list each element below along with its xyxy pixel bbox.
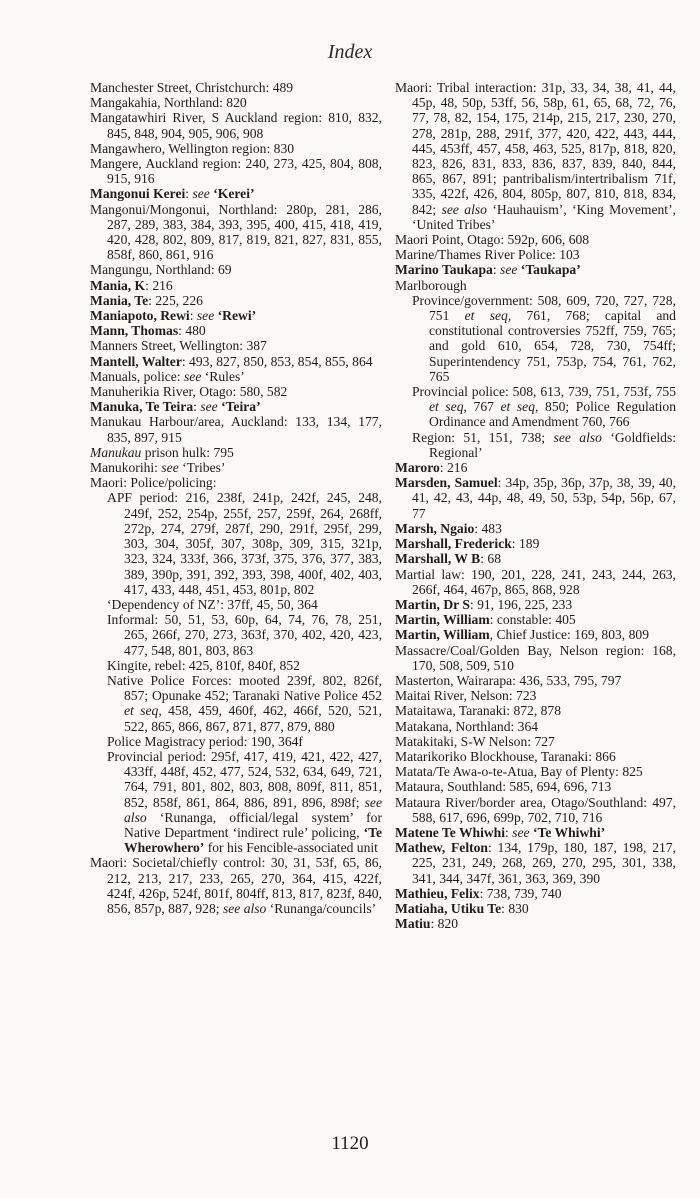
entry-heading: Mathieu, Felix <box>395 885 480 901</box>
index-entry: Police Magistracy period: 190, 364f <box>107 733 303 749</box>
index-entry: Matarikoriko Blockhouse, Taranaki: 866 <box>395 748 616 764</box>
see-target: ‘Kerei’ <box>213 186 255 202</box>
index-column-right <box>395 80 676 931</box>
see-also-reference: et seq <box>124 703 159 719</box>
index-entry: APF period: 216, 238f, 241p, 242f, 245, 248, 249f, 252, 254p, 255f, 257, 259f, 264, 268ff, 272p, 274, 279f, 287f, 290, 291f, 295f, 299, 303, 304, 305f, 307, 308p, 309, 315, 321p, 323, 324, 333f, 366, 373f, 375, 376, 377, 383, 389, 390p, 391, 392, 393, 398, 400f, 402, 403, 417, 433, 448, 451, 453, 801p, 802 <box>107 490 382 597</box>
index-entry: Mangonui Kerei: see ‘Kerei’ <box>90 186 255 202</box>
see-also-reference: et seq <box>500 399 536 415</box>
index-entry: Manuals, police: see ‘Rules’ <box>90 368 245 384</box>
see-also-reference: see also <box>441 201 487 217</box>
index-entry: Matiaha, Utiku Te: 830 <box>395 900 529 916</box>
index-entry: Marlborough <box>395 277 467 293</box>
see-target: ‘Te Whiwhi’ <box>532 824 606 840</box>
index-entry: Matene Te Whiwhi: see ‘Te Whiwhi’ <box>395 824 606 840</box>
index-entry: Mangere, Auckland region: 240, 273, 425, 804, 808, 915, 916 <box>90 156 382 187</box>
see-also-reference: see also <box>124 794 382 825</box>
index-entry: Matakitaki, S-W Nelson: 727 <box>395 733 555 749</box>
entry-heading: Maroro <box>395 460 440 476</box>
index-entry: Mataitawa, Taranaki: 872, 878 <box>395 703 562 719</box>
page-header: Index <box>327 41 373 63</box>
entry-heading: Mania, Te <box>90 292 149 308</box>
see-reference: see <box>512 824 530 840</box>
index-entry: Marshall, Frederick: 189 <box>395 536 540 552</box>
index-entry: Kingite, rebel: 425, 810f, 840f, 852 <box>107 657 300 673</box>
entry-heading: Martin, William <box>395 612 490 628</box>
index-entry: Manukau Harbour/area, Auckland: 133, 134, 177, 835, 897, 915 <box>90 414 382 445</box>
index-entry: Massacre/Coal/Golden Bay, Nelson region: 168, 170, 508, 509, 510 <box>395 642 676 673</box>
index-entry: Martin, Dr S: 91, 196, 225, 233 <box>395 596 573 612</box>
index-entry: Manukau prison hulk: 795 <box>90 444 234 460</box>
entry-heading: Mann, Thomas <box>90 323 179 339</box>
see-target: ‘Rewi’ <box>217 308 257 324</box>
see-target: ‘Teira’ <box>221 399 261 415</box>
entry-heading: Marino Taukapa <box>395 262 493 278</box>
index-entry: Martin, William: constable: 405 <box>395 612 576 628</box>
index-entry: Matata/Te Awa-o-te-Atua, Bay of Plenty: 825 <box>395 764 643 780</box>
index-entry: Maori: Tribal interaction: 31p, 33, 34, 38, 41, 44, 45p, 48, 50p, 53ff, 56, 58p, 61, 65, 68, 72, 76, 77, 78, 82, 154, 175, 214p, 215, 217, 230, 270, 278, 281p, 288, 291f, 377, 420, 422, 443, 444, 445, 453ff, 457, 458, 463, 525, 817p, 818, 820, 823, 826, 831, 833, 836, 837, 839, 840, 844, 865, 867, 891; pantribalism/intertribalism 71f, 335, 422f, 426, 804, 805p, 807, 810, 818, 834, 842; see also ‘Hauhauism’, ‘King Movement’, ‘United Tribes’ <box>395 80 677 232</box>
index-entry: Native Police Forces: mooted 239f, 802, 826f, 857; Opunake 452; Taranaki Native Police 452 et seq, 458, 459, 460f, 462, 466f, 520, 521, 522, 865, 866, 867, 871, 877, 879, 880 <box>107 672 382 734</box>
index-entry: Provincial period: 295f, 417, 419, 421, 422, 427, 433ff, 448f, 452, 477, 524, 532, 634, 649, 721, 764, 791, 801, 802, 803, 808, 809f, 811, 851, 852, 858f, 861, 864, 886, 891, 896, 898f; see also ‘Runanga, official/legal system’ for Native Department ‘indirect rule’ policing, ‘Te Wherowhero’ for his Fencible-associated unit <box>107 748 383 856</box>
entry-heading: Matene Te Whiwhi <box>395 824 506 840</box>
index-entry: Maniapoto, Rewi: see ‘Rewi’ <box>90 308 257 324</box>
entry-heading: Martin, William <box>395 627 490 643</box>
entry-heading: Marsh, Ngaio <box>395 520 475 536</box>
index-entry: Marine/Thames River Police: 103 <box>395 247 580 263</box>
index-entry: Informal: 50, 51, 53, 60p, 64, 74, 76, 78, 251, 265, 266f, 270, 273, 363f, 370, 402, 420, 423, 477, 548, 801, 803, 863 <box>107 612 382 658</box>
index-entry: Matakana, Northland: 364 <box>395 718 539 734</box>
see-reference: see <box>196 308 215 324</box>
see-reference: see <box>192 186 210 202</box>
see-reference: see <box>184 368 202 384</box>
entry-heading: Marshall, W B <box>395 551 481 567</box>
index-entry: Provincial police: 508, 613, 739, 751, 753f, 755 et seq, 767 et seq, 850; Police Regulation Ordinance and Amendment 760, 766 <box>412 384 676 430</box>
see-reference: see <box>500 262 518 278</box>
index-entry: Mania, Te: 225, 226 <box>90 292 203 308</box>
index-entry: Mangonui/Mongonui, Northland: 280p, 281, 286, 287, 289, 383, 384, 393, 395, 400, 415, 418, 419, 420, 428, 802, 809, 817, 819, 821, 827, 831, 855, 858f, 860, 861, 916 <box>90 201 382 263</box>
entry-heading: Matiu <box>395 916 431 932</box>
index-entry: Mania, K: 216 <box>90 277 173 293</box>
see-also-reference: et seq <box>464 308 508 324</box>
entry-heading: Martin, Dr S <box>395 596 470 612</box>
index-entry: Mataura River/border area, Otago/Southland: 497, 588, 617, 696, 699p, 702, 710, 716 <box>395 794 676 825</box>
entry-heading-italic: Manukau <box>90 444 142 460</box>
index-entry: Marsden, Samuel: 34p, 35p, 36p, 37p, 38, 39, 40, 41, 42, 43, 44p, 48, 49, 50, 53p, 54p, 56p, 67, 77 <box>395 475 676 521</box>
entry-heading: Marshall, Frederick <box>395 536 512 552</box>
index-entry: Masterton, Wairarapa: 436, 533, 795, 797 <box>395 672 622 688</box>
entry-heading: Mantell, Walter <box>90 353 182 369</box>
index-entry: Manners Street, Wellington: 387 <box>90 338 267 354</box>
entry-heading: Manuka, Te Teira <box>90 399 194 415</box>
index-entry: Region: 51, 151, 738; see also ‘Goldfields: Regional’ <box>412 429 677 460</box>
index-column-left <box>90 80 382 916</box>
index-entry: Manchester Street, Christchurch: 489 <box>90 80 294 95</box>
see-also-reference: see also <box>222 900 267 916</box>
index-entry: Mangakahia, Northland: 820 <box>90 95 247 111</box>
see-reference: see <box>200 399 218 415</box>
index-entry: Mangungu, Northland: 69 <box>90 262 232 278</box>
see-also-reference: et seq <box>429 399 464 415</box>
index-entry: Maroro: 216 <box>395 460 468 476</box>
see-also-reference: see also <box>553 429 602 445</box>
index-entry: Mangawhero, Wellington region: 830 <box>90 140 295 156</box>
index-entry: Martin, William, Chief Justice: 169, 803, 809 <box>395 627 649 643</box>
index-entry: Mantell, Walter: 493, 827, 850, 853, 854, 855, 864 <box>90 353 373 369</box>
index-entry: Manuherikia River, Otago: 580, 582 <box>90 384 288 400</box>
see-reference: see <box>161 460 179 476</box>
index-entry: Manukorihi: see ‘Tribes’ <box>90 460 226 476</box>
index-entry: Mataura, Southland: 585, 694, 696, 713 <box>395 779 612 795</box>
entry-heading: Maniapoto, Rewi <box>90 308 190 324</box>
entry-heading: Mathew, Felton <box>395 840 488 856</box>
index-entry: Mathew, Felton: 134, 179p, 180, 187, 198, 217, 225, 231, 249, 268, 269, 270, 295, 301, 338, 341, 344, 347f, 361, 363, 369, 390 <box>395 840 677 886</box>
index-entry: Maitai River, Nelson: 723 <box>395 688 537 704</box>
entry-heading: Mania, K <box>90 277 146 293</box>
see-target: ‘Taukapa’ <box>520 262 581 278</box>
index-entry: ‘Dependency of NZ’: 37ff, 45, 50, 364 <box>107 596 318 612</box>
entry-heading: Mangonui Kerei <box>90 186 186 202</box>
index-entry: Maori Point, Otago: 592p, 606, 608 <box>395 232 590 248</box>
entry-heading: Matiaha, Utiku Te <box>395 900 502 916</box>
index-entry: Maori: Societal/chiefly control: 30, 31, 53f, 65, 86, 212, 213, 217, 233, 265, 270, 364, 415, 422f, 424f, 426p, 524f, 801f, 804ff, 813, 817, 823f, 840, 856, 857p, 887, 928; see also ‘Runanga/councils’ <box>90 855 383 916</box>
index-entry: Mann, Thomas: 480 <box>90 323 206 339</box>
index-entry: Marshall, W B: 68 <box>395 551 502 567</box>
index-entry: Province/government: 508, 609, 720, 727, 728, 751 et seq, 761, 768; capital and constitutional controversies 752ff, 759, 765; and gold 610, 654, 728, 730, 754ff; Superintendency 751, 753p, 754, 761, 762, 765 <box>412 292 676 384</box>
entry-heading: Marsden, Samuel <box>395 475 498 491</box>
index-entry: Mathieu, Felix: 738, 739, 740 <box>395 885 562 901</box>
see-target: ‘Te Wherowhero’ <box>124 824 383 856</box>
index-entry: Manuka, Te Teira: see ‘Teira’ <box>90 399 261 415</box>
index-entry: Matiu: 820 <box>395 916 459 932</box>
page-number: 1120 <box>331 1133 369 1154</box>
index-entry: Marino Taukapa: see ‘Taukapa’ <box>395 262 581 278</box>
index-entry: Mangatawhiri River, S Auckland region: 810, 832, 845, 848, 904, 905, 906, 908 <box>90 110 382 141</box>
index-entry: Marsh, Ngaio: 483 <box>395 520 502 536</box>
index-entry: Maori: Police/policing: <box>90 475 217 491</box>
index-entry: Martial law: 190, 201, 228, 241, 243, 244, 263, 266f, 464, 467p, 865, 868, 928 <box>395 566 676 597</box>
